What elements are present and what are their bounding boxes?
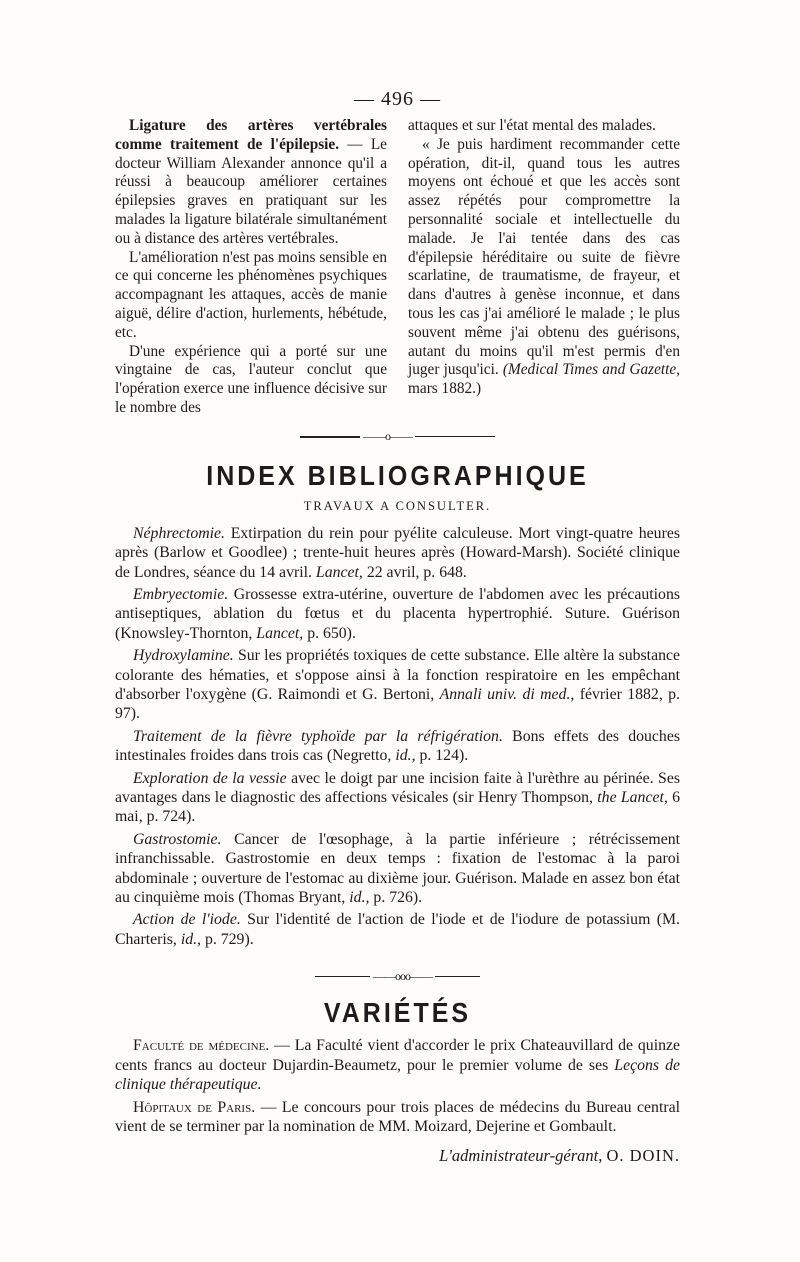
varietes-cite: Leçons de clinique thérapeutique. [115,1056,680,1094]
page-number: — 496 — [354,88,441,110]
index-subtitle: TRAVAUX A CONSULTER. [303,498,492,513]
article-paragraph: D'une expérience qui a porté sur une vingtaine de cas, l'auteur conclut que l'opération exerce une influence décisive sur le nombre des [115,342,387,416]
entry-text: Sur l'identité de l'action de l'iode et de l'iodure de potassium (M. Charteris, [115,911,680,948]
entry-head: Action de l'iode. [133,911,241,929]
divider-line [415,436,495,437]
entry-text: avec le doigt par une incision faite à l'urèthre au périnée. Ses avantages dans le diagnostic des affections vésicales (sir Henry Thompson, [115,769,680,807]
entry-text: Cancer de l'œsophage, à la partie inférieure ; rétrécissement infranchissable. Gastrostomie en deux temps : fixation de l'estomac à la paroi abdominale ; ouverture de l'estomac au dixième jour. Guérison. Malade en assez bon état au cinquième mois (Thomas Bryant, [115,830,681,907]
divider-line [315,976,370,977]
entry-tail: p. 729). [204,930,254,948]
right-column [408,117,680,418]
divider-ornament: ——o—— [363,429,412,444]
divider-line [300,436,360,438]
entry-head: Embryectomie. [133,585,229,603]
entry-cite: Annali univ. di med., [439,686,575,703]
index-entry [115,910,680,949]
index-entry [115,524,680,582]
varietes-text: — Le concours pour trois places de médecins du Bureau central vient de se terminer par la nomination de MM. Moizard, Dejerine et Gombault. [115,1098,680,1135]
entry-tail: p. 650). [307,624,356,642]
left-column [115,117,387,418]
signature-role: L'administrateur-gérant, [439,1146,603,1166]
entry-cite: Lancet, [315,563,363,581]
varietes-head: Hôpitaux de Paris. [133,1098,256,1116]
quote-citation: (Medical Times and Gazette, [502,361,681,379]
entry-cite: id., [180,930,201,948]
entry-text: Extirpation du rein pour pyélite calculeuse. Mort vingt-quatre heures après (Barlow et Goodlee) ; trente-huit heures après (Howard-Marsh). Société clinique de Londres, séance du 14 avril. [115,524,680,581]
entry-text: Grossesse extra-utérine, ouverture de l'abdomen avec les précautions antiseptiques, ablation du fœtus et du placenta hypertrophié. Suture. Guérison (Knowsley-Thornton, [115,585,680,642]
entry-head: Gastrostomie. [133,830,222,848]
index-entry [115,646,680,724]
index-entry [115,727,680,766]
varietes-paragraph [115,1098,680,1137]
signature-name: O. DOIN. [606,1146,680,1166]
signature [115,1146,680,1166]
entry-tail: février 1882, p. 97). [115,686,681,723]
entry-tail: 22 avril, p. 648. [366,563,467,581]
varietes-section [115,1036,680,1136]
entry-head: Exploration de la vessie [133,769,287,787]
article-title: Ligature des artères vertébrales comme traitement de l'épilepsie. [115,117,387,153]
entry-tail: p. 726). [373,889,423,907]
entry-tail: p. 124). [419,747,469,765]
divider-line [435,976,480,977]
entry-head: Néphrectomie. [133,524,225,542]
varietes-text: — La Faculté vient d'accorder le prix Chateauvillard de quinze cents francs au docteur Dujardin-Beaumetz, pour le premier volume de ses [115,1037,680,1074]
varietes-title: VARIÉTÉS [323,997,472,1029]
entry-head: Hydroxylamine. [133,647,234,665]
article-text: — Le docteur William Alexander annonce qu'il a réussi à beaucoup améliorer certaines épilepsies graves en pratiquant sur les malades la ligature bilatérale simultanément ou à distance des artères vertébrales. [115,135,387,247]
quote-date: mars 1882.) [408,380,482,398]
quote-text: « Je puis hardiment recommander cette opération, dit-il, quand tous les autres moyens ont échoué et que les accès sont assez répétés pour compromettre la personnalité sociale et intellectuelle du malade. Je l'ai tentée dans des cas d'épilepsie héréditaire ou suite de fièvre scarlatine, de traumatisme, de frayeur, et dans d'autres à genèse inconnue, et dans tous les cas j'ai amélioré le malade ; le plus souvent même j'ai obtenu des guérisons, autant du moins qu'il m'est permis d'en juger jusqu'ici. [408,135,680,379]
entry-head: Traitement de la fièvre typhoïde par la réfrigération. [133,727,503,745]
article-first-paragraph [115,117,387,249]
ornament-divider [115,969,680,983]
index-entry [115,585,680,643]
article-paragraph: L'amélioration n'est pas moins sensible en ce qui concerne les phénomènes psychiques accompagnant les attaques, accès de manie aiguë, délire d'action, hurlements, hébétude, etc. [115,248,387,341]
article-paragraph: attaques et sur l'état mental des malades. [408,117,656,134]
entry-cite: Lancet, [256,624,304,642]
entry-tail: 6 mai, p. 724). [115,789,681,826]
article-quote-paragraph [408,136,680,399]
entry-cite: the Lancet, [597,789,668,807]
page [115,88,680,1166]
entry-text: Bons effets des douches intestinales froides dans trois cas (Negretto, [115,727,680,765]
divider-ornament: ——ooo—— [373,968,432,983]
entry-text: Sur les propriétés toxiques de cette substance. Elle altère la substance colorante des hématies, et s'oppose ainsi à la fonction respiratoire en les empêchant d'absorber l'oxygène (G. Raimondi et G. Bertoni, [115,647,681,703]
two-column-article [115,117,680,418]
index-entry [115,830,680,908]
index-entries [115,524,680,950]
varietes-head: Faculté de médecine. [133,1037,270,1055]
entry-cite: id., [349,889,370,907]
index-entry [115,769,680,827]
ornament-divider [115,430,680,444]
index-title: INDEX BIBLIOGRAPHIQUE [206,460,589,492]
entry-cite: id., [395,747,416,765]
varietes-paragraph [115,1036,680,1094]
